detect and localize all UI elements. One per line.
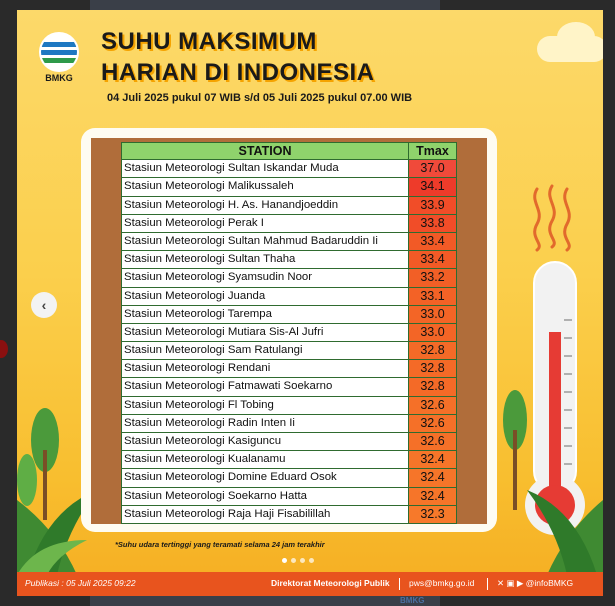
tmax-value: 32.6 — [409, 397, 457, 415]
publication-date: Publikasi : 05 Juli 2025 09:22 — [25, 578, 136, 588]
carousel-dot[interactable] — [309, 558, 314, 563]
table-row — [121, 378, 457, 396]
table-row — [121, 251, 457, 269]
carousel-dots — [282, 558, 314, 563]
station-name: Stasiun Meteorologi Sultan Thaha — [121, 251, 409, 269]
bmkg-strip-label: BMKG — [400, 596, 425, 605]
social-icons: ✕ ▣ ▶ — [497, 578, 526, 588]
tmax-value: 33.4 — [409, 251, 457, 269]
station-name: Stasiun Meteorologi Raja Haji Fisabilillah — [121, 506, 409, 524]
tmax-value: 32.8 — [409, 342, 457, 360]
station-name: Stasiun Meteorologi Soekarno Hatta — [121, 488, 409, 506]
page-title — [101, 26, 375, 88]
title-line-2: HARIAN DI INDONESIA — [101, 59, 375, 86]
station-name: Stasiun Meteorologi Fl Tobing — [121, 397, 409, 415]
background-strip-bottom — [90, 596, 440, 606]
table-row — [121, 451, 457, 469]
table-row — [121, 233, 457, 251]
station-name: Stasiun Meteorologi Perak I — [121, 215, 409, 233]
station-name: Stasiun Meteorologi H. As. Hanandjoeddin — [121, 197, 409, 215]
social-handle — [497, 578, 573, 589]
cloud-puff — [557, 22, 595, 52]
social-handle-text: @infoBMKG — [525, 578, 574, 588]
station-name: Stasiun Meteorologi Domine Eduard Osok — [121, 469, 409, 487]
poster — [17, 10, 603, 596]
station-name: Stasiun Meteorologi Kualanamu — [121, 451, 409, 469]
footer-bar — [17, 572, 603, 596]
directorate-label: Direktorat Meteorologi Publik — [271, 578, 390, 588]
station-name: Stasiun Meteorologi Juanda — [121, 288, 409, 306]
table-row — [121, 324, 457, 342]
station-name: Stasiun Meteorologi Radin Inten Ii — [121, 415, 409, 433]
tmax-value: 32.4 — [409, 469, 457, 487]
tmax-value: 32.6 — [409, 415, 457, 433]
tmax-value: 32.4 — [409, 451, 457, 469]
tmax-value: 32.8 — [409, 378, 457, 396]
station-name: Stasiun Meteorologi Rendani — [121, 360, 409, 378]
footnote: *Suhu udara tertinggi yang teramati selama 24 jam terakhir — [115, 540, 325, 549]
foliage-right — [497, 380, 603, 575]
tmax-value: 33.8 — [409, 215, 457, 233]
footer-divider — [399, 578, 400, 590]
bmkg-logo-label: BMKG — [45, 73, 73, 83]
date-range: 04 Juli 2025 pukul 07 WIB s/d 05 Juli 2025 pukul 07.00 WIB — [107, 92, 413, 104]
bmkg-logo — [39, 32, 79, 72]
table-row — [121, 397, 457, 415]
tmax-value: 33.2 — [409, 269, 457, 287]
table-row — [121, 197, 457, 215]
table-row — [121, 433, 457, 451]
header-tmax: Tmax — [409, 142, 457, 160]
table-row — [121, 415, 457, 433]
table-row — [121, 469, 457, 487]
table-row — [121, 306, 457, 324]
table-row — [121, 160, 457, 178]
station-name: Stasiun Meteorologi Mutiara Sis-Al Jufri — [121, 324, 409, 342]
tmax-value: 33.1 — [409, 288, 457, 306]
footer-divider — [487, 578, 488, 590]
station-name: Stasiun Meteorologi Tarempa — [121, 306, 409, 324]
station-name: Stasiun Meteorologi Syamsudin Noor — [121, 269, 409, 287]
tmax-value: 37.0 — [409, 160, 457, 178]
table-row — [121, 506, 457, 524]
tmax-value: 32.3 — [409, 506, 457, 524]
station-name: Stasiun Meteorologi Kasiguncu — [121, 433, 409, 451]
table-row — [121, 269, 457, 287]
email-label: pws@bmkg.go.id — [409, 578, 475, 588]
background-strip-top — [90, 0, 440, 10]
header-station: STATION — [121, 142, 409, 160]
station-name: Stasiun Meteorologi Fatmawati Soekarno — [121, 378, 409, 396]
table-row — [121, 178, 457, 196]
table-row — [121, 360, 457, 378]
notification-dot — [0, 340, 8, 358]
tmax-value: 34.1 — [409, 178, 457, 196]
title-line-1: SUHU MAKSIMUM — [101, 28, 317, 55]
heat-waves-icon — [527, 184, 577, 254]
carousel-dot[interactable] — [291, 558, 296, 563]
table-row — [121, 215, 457, 233]
tmax-value: 33.4 — [409, 233, 457, 251]
carousel-dot[interactable] — [282, 558, 287, 563]
tmax-value: 33.0 — [409, 306, 457, 324]
tmax-value: 32.4 — [409, 488, 457, 506]
carousel-dot[interactable] — [300, 558, 305, 563]
tmax-value: 33.0 — [409, 324, 457, 342]
table-row — [121, 288, 457, 306]
station-name: Stasiun Meteorologi Sultan Mahmud Badaruddin Ii — [121, 233, 409, 251]
tmax-value: 33.9 — [409, 197, 457, 215]
table-row — [121, 488, 457, 506]
temperature-table — [121, 142, 457, 524]
station-name: Stasiun Meteorologi Sam Ratulangi — [121, 342, 409, 360]
station-name: Stasiun Meteorologi Malikussaleh — [121, 178, 409, 196]
tmax-value: 32.6 — [409, 433, 457, 451]
tmax-value: 32.8 — [409, 360, 457, 378]
table-header-row — [121, 142, 457, 160]
station-name: Stasiun Meteorologi Sultan Iskandar Muda — [121, 160, 409, 178]
carousel-prev-button[interactable]: ‹ — [31, 292, 57, 318]
table-row — [121, 342, 457, 360]
